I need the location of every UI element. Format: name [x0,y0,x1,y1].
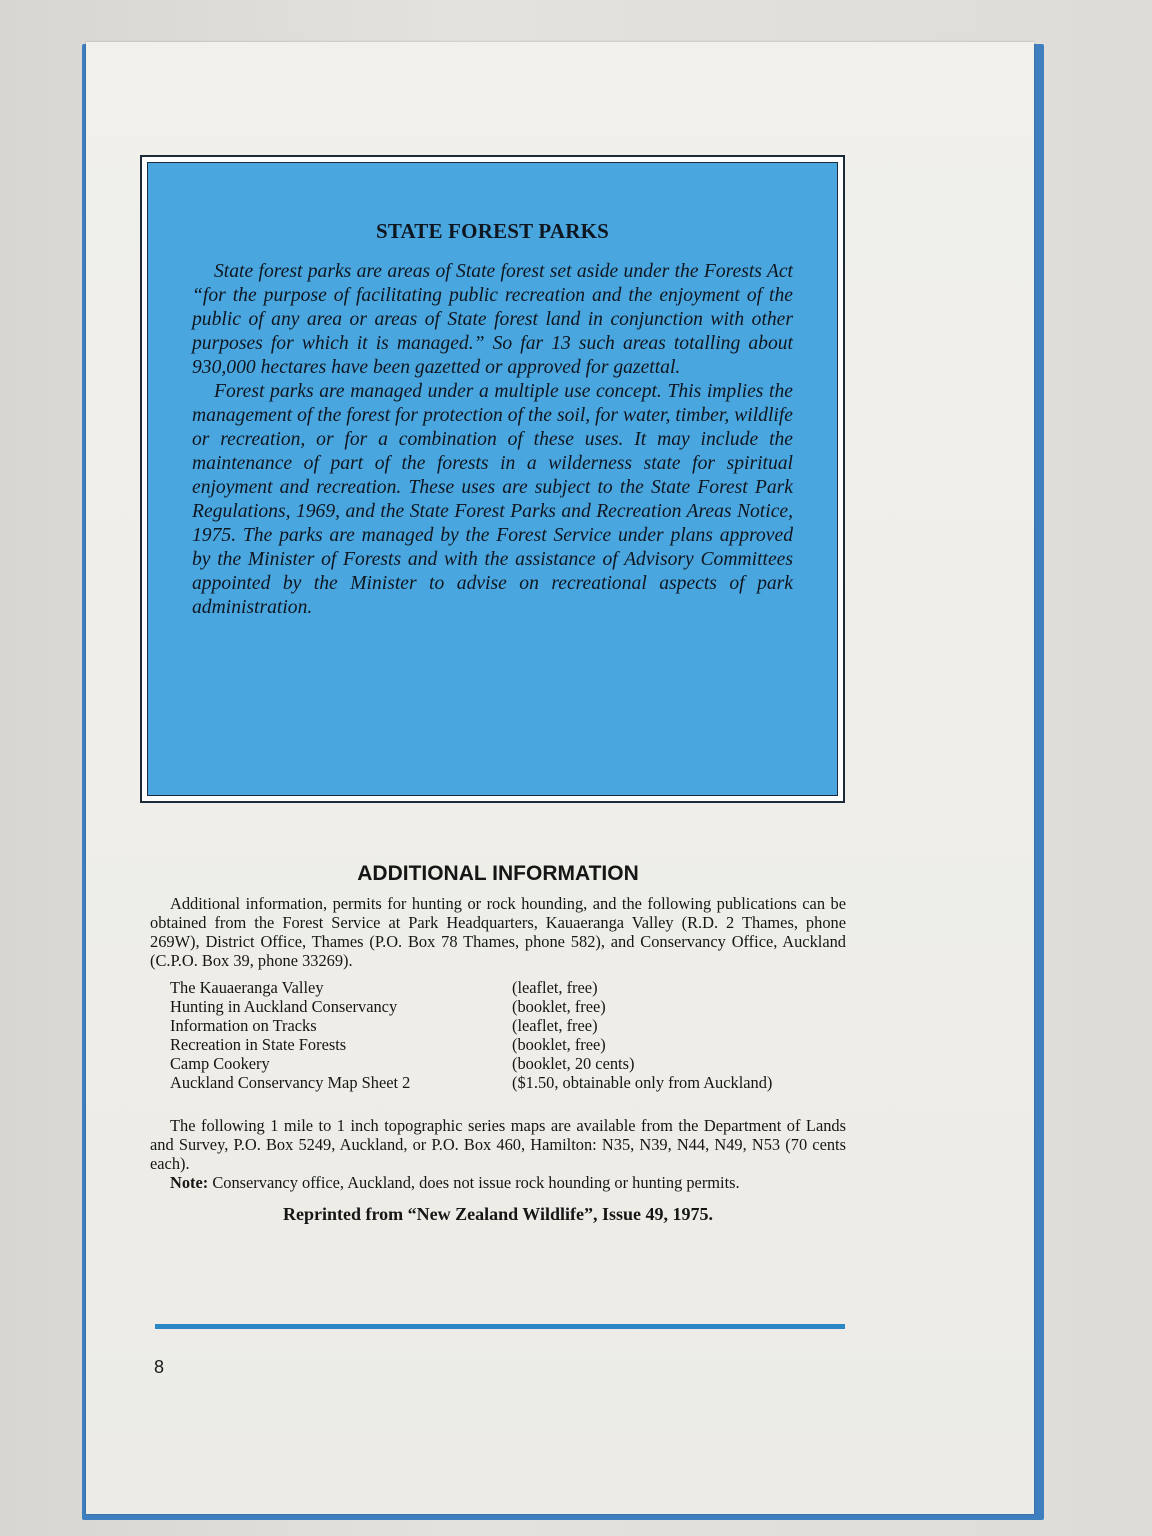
footer-rule [155,1324,845,1329]
additional-information-section [150,862,846,1225]
additional-information-title: ADDITIONAL INFORMATION [357,862,639,885]
list-item [170,978,846,997]
list-item [170,1016,846,1035]
publication-title: Camp Cookery [170,1054,270,1073]
publication-title: Auckland Conservancy Map Sheet 2 [170,1073,411,1092]
list-item [170,1054,846,1073]
reprint-credit: Reprinted from “New Zealand Wildlife”, Issue 49, 1975. [282,1204,713,1224]
list-item [170,1073,846,1092]
publication-title: The Kauaeranga Valley [170,978,324,997]
note-paragraph [150,1173,846,1192]
additional-information-intro: Additional information, permits for hunting or rock hounding, and the following publications can be obtained from the Forest Service at Park Headquarters, Kauaeranga Valley (R.D. 2 Thames, phone 269W), District Office, Thames (P.O. Box 78 Thames, phone 582), and Conservancy Office, Auckland (C.P.O. Box 39, phone 33269). [150,894,846,970]
page-number: 8 [154,1357,165,1377]
publication-title: Recreation in State Forests [170,1035,347,1054]
list-item [170,997,846,1016]
state-forest-parks-panel [147,162,838,796]
state-forest-parks-paragraph-2: Forest parks are managed under a multiple use concept. This implies the management of the forest for protection of the soil, for water, timber, wildlife or recreation, or for a combination of these uses. It may include the maintenance of part of the forests in a wilderness state for spiritual enjoyment and recreation. These uses are subject to the State Forest Park Regulations, 1969, and the State Forest Parks and Recreation Areas Notice, 1975. The parks are managed by the Forest Service under plans approved by the Minister of Forests and with the assistance of Advisory Committees appointed by the Minister to advise on recreational aspects of park administration. [192,381,793,618]
state-forest-parks-paragraph-1: State forest parks are areas of State forest set aside under the Forests Act “for the purpose of facilitating public recreation and the enjoyment of the public of any area or areas of State forest land in conjunction with other purposes for which it is managed.” So far 13 such areas totalling about 930,000 hectares have been gazetted or approved for gazettal. [192,261,793,378]
publication-note: (booklet, 20 cents) [512,1054,635,1073]
publication-note: (leaflet, free) [512,1016,598,1035]
state-forest-parks-box [140,155,845,803]
publication-note: (booklet, free) [512,1035,606,1054]
note-text: Conservancy office, Auckland, does not issue rock hounding or hunting permits. [208,1173,740,1192]
list-item [170,1035,846,1054]
note-label: Note: [170,1173,209,1192]
publication-note: ($1.50, obtainable only from Auckland) [512,1073,773,1092]
publication-note: (leaflet, free) [512,978,598,997]
publication-note: (booklet, free) [512,997,606,1016]
publication-title: Information on Tracks [170,1016,317,1035]
topographic-maps-paragraph: The following 1 mile to 1 inch topographic series maps are available from the Department of Lands and Survey, P.O. Box 5249, Auckland, or P.O. Box 460, Hamilton: N35, N39, N44, N49, N53 (70 cents each). [150,1116,846,1173]
state-forest-parks-title: STATE FOREST PARKS [375,219,610,243]
publication-title: Hunting in Auckland Conservancy [170,997,398,1016]
publications-list [170,978,846,1092]
